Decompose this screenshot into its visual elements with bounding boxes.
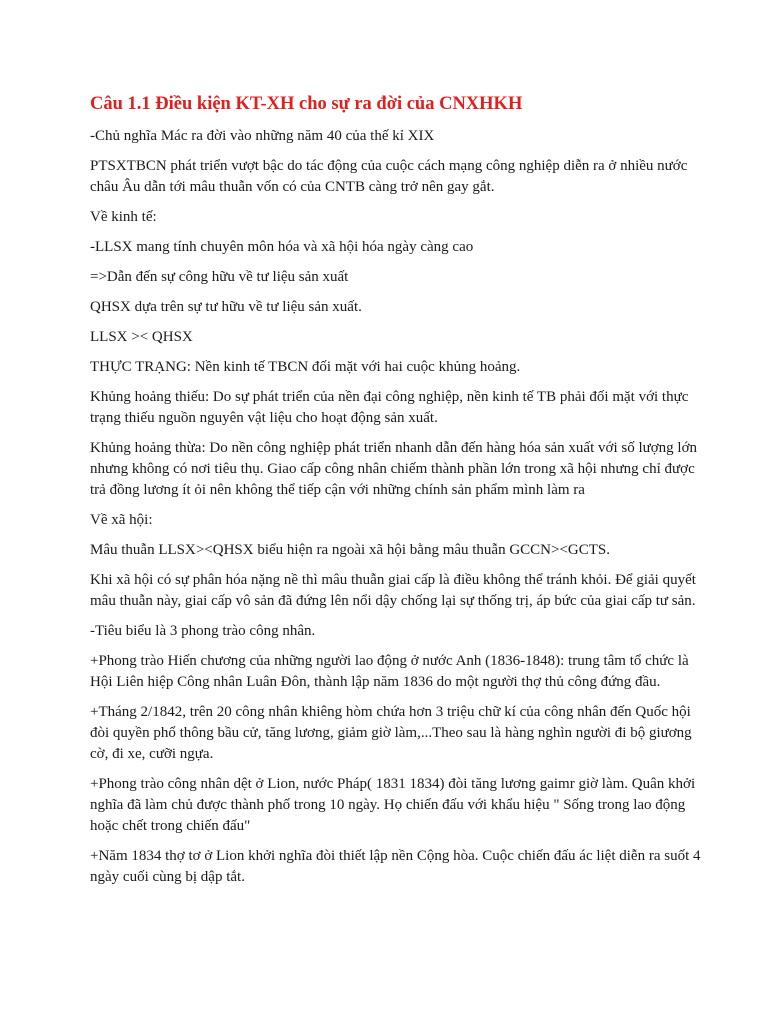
page-title: Câu 1.1 Điều kiện KT-XH cho sự ra đời của CNXHKH — [90, 94, 523, 114]
section-heading-economy: Về kinh tế: — [90, 209, 157, 225]
section-heading-society: Về xã hội: — [90, 512, 153, 528]
paragraph-1: -Chủ nghĩa Mác ra đời vào những năm 40 của thế kỉ XIX — [90, 128, 435, 144]
paragraph-5: =>Dẫn đến sự công hữu về tư liệu sản xuất — [90, 269, 349, 285]
paragraph-4: -LLSX mang tính chuyên môn hóa và xã hội hóa ngày càng cao — [90, 239, 474, 255]
paragraph-7: LLSX >< QHSX — [90, 329, 193, 345]
paragraph-8: THỰC TRẠNG: Nền kinh tế TBCN đối mặt với hai cuộc khủng hoảng. — [90, 359, 521, 375]
paragraph-14: -Tiêu biểu là 3 phong trào công nhân. — [90, 623, 316, 639]
paragraph-13: Khi xã hội có sự phân hóa nặng nề thì mâu thuẫn giai cấp là điều không thể tránh khỏi. Để giải quyết mâu thuẫn này, giai cấp vô sản đã đứng lên nổi dậy chống lại sự thống trị, áp bức của giai cấp tư sản. — [90, 572, 696, 609]
paragraph-16: +Tháng 2/1842, trên 20 công nhân khiêng hòm chứa hơn 3 triệu chữ kí của công nhân đến Quốc hội đòi quyền phổ thông bầu cử, tăng lương, giảm giờ làm,...Theo sau là hàng nghìn người đi bộ giương cờ, đi xe, cưỡi ngựa. — [90, 704, 692, 762]
paragraph-9: Khủng hoảng thiếu: Do sự phát triển của nền đại công nghiệp, nền kinh tế TB phải đối mặt với thực trạng thiếu nguồn nguyên vật liệu cho hoạt động sản xuất. — [90, 389, 689, 426]
paragraph-12: Mâu thuẫn LLSX><QHSX biểu hiện ra ngoài xã hội bằng mâu thuẫn GCCN><GCTS. — [90, 542, 611, 558]
paragraph-18: +Năm 1834 thợ tơ ở Lion khởi nghĩa đòi thiết lập nền Cộng hòa. Cuộc chiến đấu ác liệt diễn ra suốt 4 ngày cuối cùng bị dập tắt. — [90, 848, 701, 885]
paragraph-17: +Phong trào công nhân dệt ở Lion, nước Pháp( 1831 1834) đòi tăng lương gaimr giờ làm. Quân khởi nghĩa đã làm chủ được thành phố trong 10 ngày. Họ chiến đấu với khẩu hiệu " Sống trong lao động hoặc chết trong chiến đấu" — [90, 776, 696, 834]
paragraph-10: Khủng hoảng thừa: Do nền công nghiệp phát triển nhanh dẫn đến hàng hóa sản xuất với số lượng lớn nhưng không có nơi tiêu thụ. Giao cấp công nhân chiếm thành phần lớn trong xã hội nhưng chỉ được trả đồng lương ít ỏi nên không thể tiếp cận với những chính sản phẩm mình làm ra — [90, 440, 698, 498]
paragraph-6: QHSX dựa trên sự tư hữu về tư liệu sản xuất. — [90, 299, 362, 315]
document-page — [90, 92, 710, 897]
paragraph-15: +Phong trào Hiến chương của những người lao động ở nước Anh (1836-1848): trung tâm tổ chức là Hội Liên hiệp Công nhân Luân Đôn, thành lập năm 1836 do một người thợ thủ công đứng đầu. — [90, 653, 689, 690]
paragraph-2: PTSXTBCN phát triển vượt bậc do tác động của cuộc cách mạng công nghiệp diễn ra ở nhiều nước châu Âu dẫn tới mâu thuẫn vốn có của CNTB càng trở nên gay gắt. — [90, 158, 688, 195]
